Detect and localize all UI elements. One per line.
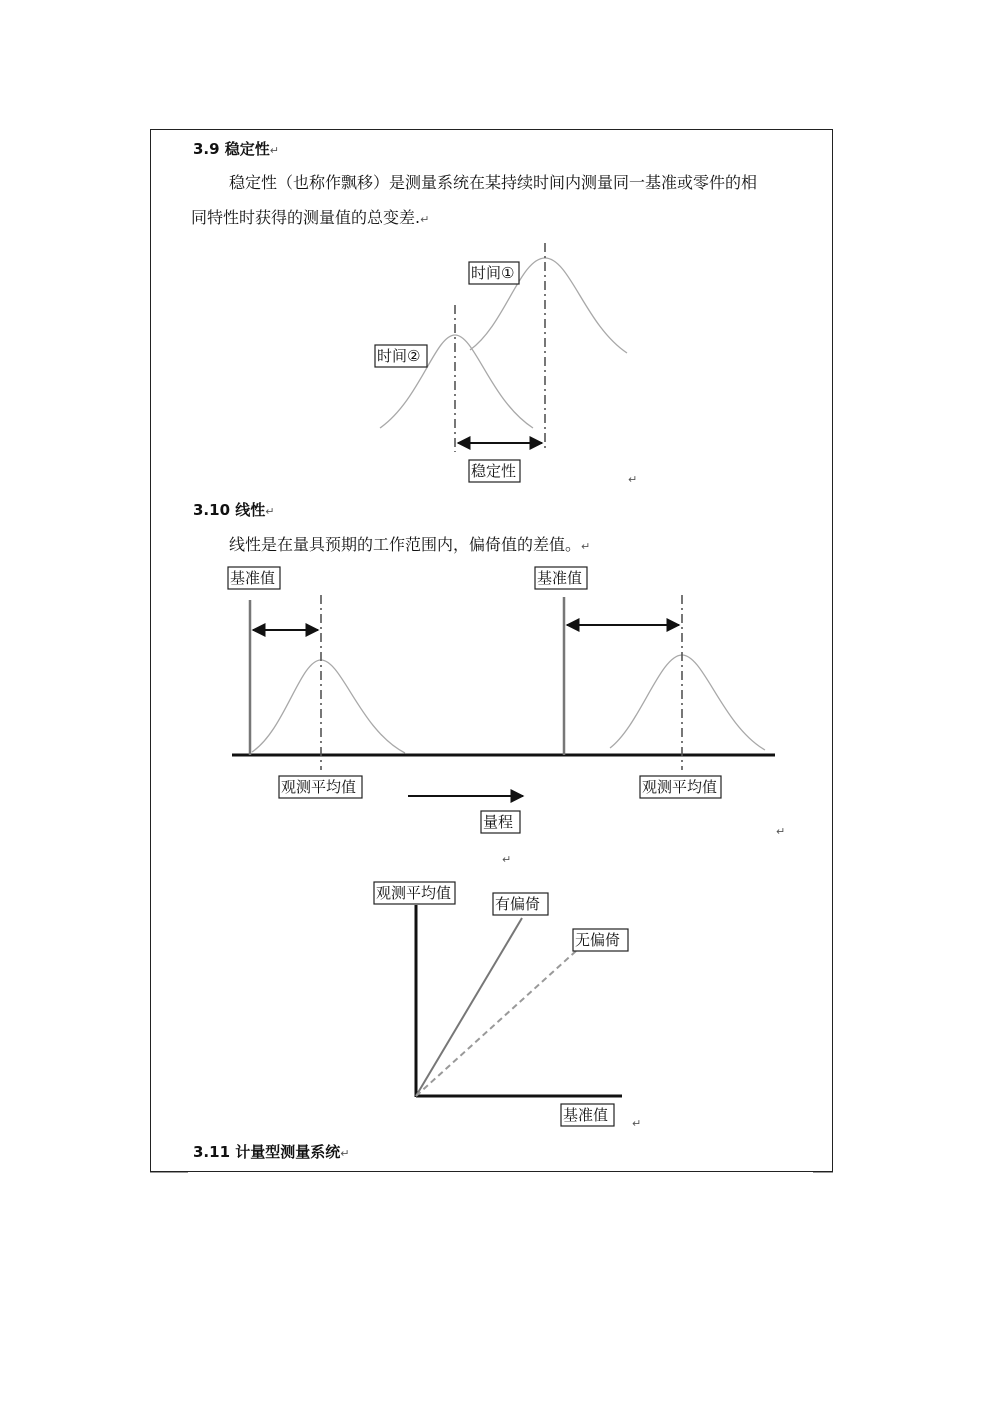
paragraph-mark: ↵ <box>628 473 638 486</box>
label-unbiased <box>573 929 628 951</box>
section-3-9-paragraph-line2: 同特性时获得的测量值的总变差.↵ <box>191 208 430 227</box>
paragraph-mark: ↵ <box>502 853 512 866</box>
svg-text:基准值: 基准值 <box>230 569 276 587</box>
section-3-9-heading: 3.9 稳定性↵ <box>193 140 280 158</box>
section-3-10-heading: 3.10 线性↵ <box>193 501 275 519</box>
svg-text:量程: 量程 <box>483 813 514 831</box>
line-biased <box>416 918 522 1096</box>
label-reference-right <box>535 567 587 589</box>
label-stability <box>469 460 520 482</box>
label-range <box>481 811 520 833</box>
label-time2 <box>375 345 427 367</box>
svg-text:观测平均值: 观测平均值 <box>281 778 357 796</box>
curve-right <box>610 655 765 750</box>
section-3-11-heading: 3.11 计量型测量系统↵ <box>193 1143 350 1161</box>
label-mean-right <box>640 776 721 798</box>
linearity-distribution-figure <box>228 567 775 833</box>
label-time1 <box>469 262 519 284</box>
line-unbiased <box>416 951 576 1096</box>
svg-text:基准值: 基准值 <box>537 569 583 587</box>
svg-text:观测平均值: 观测平均值 <box>376 884 452 902</box>
section-3-9-paragraph-line1: 稳定性（也称作飘移）是测量系统在某持续时间内测量同一基准或零件的相 <box>229 173 758 192</box>
svg-text:时间①: 时间① <box>471 264 515 282</box>
label-biased <box>493 893 548 915</box>
label-mean-left <box>279 776 362 798</box>
svg-text:基准值: 基准值 <box>563 1106 609 1124</box>
paragraph-mark: ↵ <box>776 825 786 838</box>
svg-text:观测平均值: 观测平均值 <box>642 778 718 796</box>
svg-text:有偏倚: 有偏倚 <box>495 895 541 913</box>
label-x-axis <box>561 1104 614 1126</box>
label-reference-left <box>228 567 280 589</box>
label-y-axis <box>374 882 455 904</box>
svg-text:无偏倚: 无偏倚 <box>575 931 621 949</box>
stability-figure <box>375 243 627 482</box>
linearity-line-figure <box>374 882 628 1126</box>
svg-text:稳定性: 稳定性 <box>471 462 517 480</box>
paragraph-mark: ↵ <box>632 1117 642 1130</box>
svg-text:时间②: 时间② <box>377 347 421 365</box>
section-3-10-paragraph: 线性是在量具预期的工作范围内，偏倚值的差值。↵ <box>229 535 591 554</box>
curve-left <box>252 660 405 753</box>
